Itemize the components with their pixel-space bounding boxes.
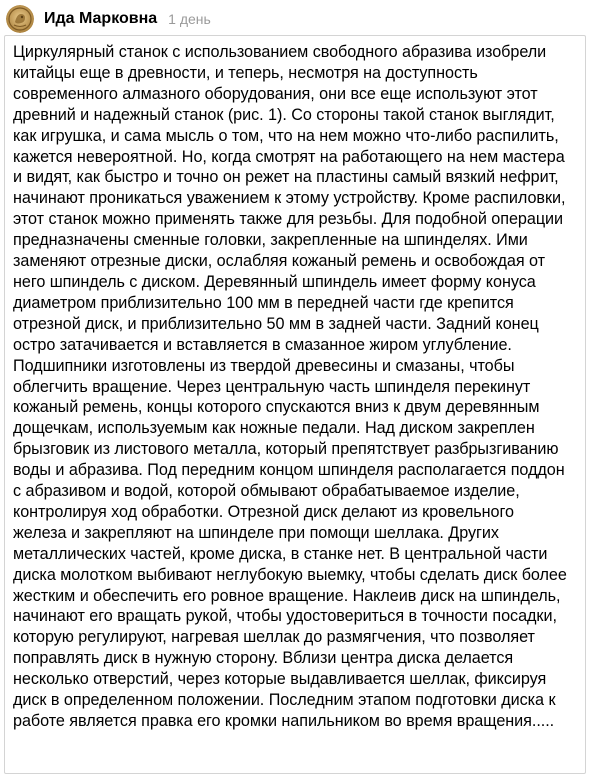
- comment-text-line: и видят, как быстро и точно он режет на пластины самый вязкий нефрит,: [13, 168, 559, 187]
- comment-body: [4, 35, 586, 774]
- comment-text-line: металлических частей, кроме диска, в станке нет. В центральной части: [13, 544, 548, 563]
- comment-header: [6, 4, 211, 34]
- comment-text-line: брызговик из листового металла, который препятствует разбрызгиванию: [13, 440, 559, 459]
- comment-text-line: отрезной диск, и приблизительно 50 мм в задней части. Задний конец: [13, 314, 539, 333]
- comment-text-line: современного алмазного оборудования, они все еще используют этот: [13, 84, 538, 103]
- comment-text-line: Подшипники изготовлены из твердой древесины и смазаны, чтобы: [13, 356, 515, 375]
- comment-text-line: работе является правка его кромки напильником во время вращения.....: [13, 712, 555, 730]
- comment-text-line: дощечкам, используемым как ножные педали. Над диском закреплен: [13, 419, 535, 438]
- comment-text-line: облегчить вращение. Через центральную часть шпинделя перекинут: [13, 377, 531, 396]
- comment-text-line: диаметром приблизительно 100 мм в передней части где крепится: [13, 293, 514, 312]
- avatar-icon[interactable]: [6, 5, 34, 33]
- comment-text-line: него шпиндель с диском. Деревянный шпиндель имеет форму конуса: [13, 272, 536, 291]
- comment-text-line: Циркулярный станок с использованием свободного абразива изобрели: [13, 43, 547, 61]
- comment-text-line: диск в определенном положении. Последним этапом подготовки диска к: [13, 691, 556, 710]
- comment-text-line: как игрушка, и сама мысль о том, что на нем можно что-либо распилить,: [13, 126, 559, 145]
- comment-text-line: начинают проникаться уважением к этому устройству. Кроме распиловки,: [13, 189, 566, 208]
- comment-text-line: древний и надежный станок (рис. 1). Со стороны такой станок выглядит,: [13, 105, 555, 124]
- comment-text-line: кажется невероятной. Но, когда смотрят на работающего на нем мастера: [13, 147, 565, 166]
- comment-text: [13, 42, 577, 732]
- comment-text-line: железа и закрепляют на шпинделе при помощи шеллака. Других: [13, 523, 499, 542]
- comment-text-line: остро затачивается и вставляется в смазанное жиром углубление.: [13, 335, 512, 354]
- comment-text-line: китайцы еще в древности, и теперь, несмотря на доступность: [13, 63, 478, 82]
- comment-text-line: контролируя ход обработки. Отрезной диск делают из кровельного: [13, 502, 514, 521]
- author-name[interactable]: Ида Марковна: [44, 10, 158, 27]
- comment-timestamp[interactable]: 1 день: [168, 11, 211, 27]
- comment-text-line: предназначены сменные головки, закрепленные на шпинделях. Ими: [13, 231, 528, 250]
- comment-text-line: заменяют отрезные диски, ослабляя кожаный ремень и освобождая от: [13, 252, 546, 271]
- comment-text-line: поправлять диск в нужную сторону. Вблизи центра диска делается: [13, 649, 514, 668]
- comment-text-line: диска молотком выбивают неглубокую выемку, чтобы сделать диск более: [13, 565, 567, 584]
- comment-text-line: жестким и обеспечить его ровное вращение. Наклеив диск на шпиндель,: [13, 586, 561, 605]
- comment-text-line: кожаный ремень, концы которого спускаются вниз к двум деревянным: [13, 398, 540, 417]
- comment-text-line: начинают его вращать рукой, чтобы удостовериться в точности посадки,: [13, 607, 557, 626]
- comment-text-line: воды и абразива. Под передним концом шпинделя располагается поддон: [13, 461, 565, 480]
- comment-text-line: с абразивом и водой, которой обмывают обрабатываемое изделие,: [13, 482, 520, 501]
- comment-text-line: этот станок можно применять также для резьбы. Для подобной операции: [13, 210, 564, 229]
- comment-text-line: несколько отверстий, через которые выдавливается шеллак, фиксируя: [13, 670, 547, 689]
- comment-text-line: которую регулируют, нагревая шеллак до размягчения, что позволяет: [13, 628, 535, 647]
